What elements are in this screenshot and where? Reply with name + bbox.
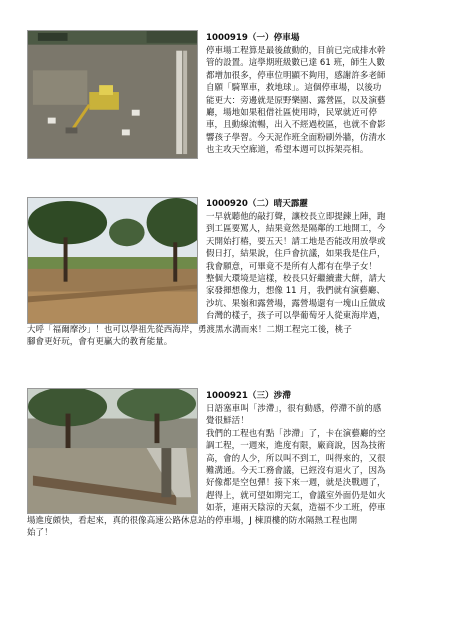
section-body: 一早就聽他的敲打聲，讓校長立即提鍊上陣，跑 到工區要罵人，結果竟然是隔鄰的工地開工，今 天開始打樁，要五天！請工地是否能改用放學或 假日打，結果說，住戶會抗議，如果我是住戶， 我會願意，可畢竟不是所有人都有在學子女！ 整個大環境是這樣，校長只好繼續畫大餅，請大 家發揮想像力，想像 11 月，我們就有演藝廳、 沙坑、果嶺和露營場，露營場還有一塊山丘做成 台灣的樣子，孩子可以學葡萄牙人從東海岸過， (206, 212, 386, 322)
photo-site-landscape (27, 197, 198, 324)
section-heading: 1000921（三）涉滯 (206, 391, 291, 401)
section-body: 停車場工程算是最後啟動的，目前已完成排水幹 管的設置。這學期班級數已達 61 班，師生人數 都增加很多，停車位明顯不夠用，感謝許多老師 自願「騎單車，救地球」。這個停車場，以後功 能更大：旁邊就是原野樂園、露營區，以及演藝 廳，場地如果租借社區使用時，民眾就近可停 車，且動線流暢，出入不經過校區，也就不會影 響孩子學習。今天泥作班全面粉刷外牆，仿清水 也主攻天空廊道，希望本週可以拆架亮相。 (206, 46, 386, 156)
section-body-continued: 大呼「福爾摩沙」！也可以學祖先從西海岸，勇渡黑水溝而來！二期工程完工後，桃子 腳會更好玩，會有更贏大的教育能量。 (27, 325, 352, 348)
section-heading: 1000920（二）晴天霹靂 (206, 199, 309, 209)
section-body: 日語塞車叫「涉滯」，很有動感，停滯不前的感 覺很鮮活！ 我們的工程也有點「涉滯」了，卡在演藝廳的空 調工程，一週來，進度有限，廠商說，因為技術 高，會的人少，所以叫不到工，叫得來的，又很 難溝通。今天工務會議，已經沒有退火了，因為 好像都是空包彈！接下來一週，就是決戰週了， 趕得上，就可望如期完工，會議室外面仍是如火 如荼，連兩天陰涼的天氣，造福不少工班，停車 (206, 404, 386, 514)
photo-drainage-trench (27, 388, 198, 514)
section-body-continued: 場進度頗快，看起來，真的很像高速公路休息站的停車場，J 棟頂樓的防水隔熱工程也開 始了！ (27, 516, 358, 539)
photo-parking-lot (27, 30, 198, 159)
section-heading: 1000919（一）停車場 (206, 33, 300, 43)
